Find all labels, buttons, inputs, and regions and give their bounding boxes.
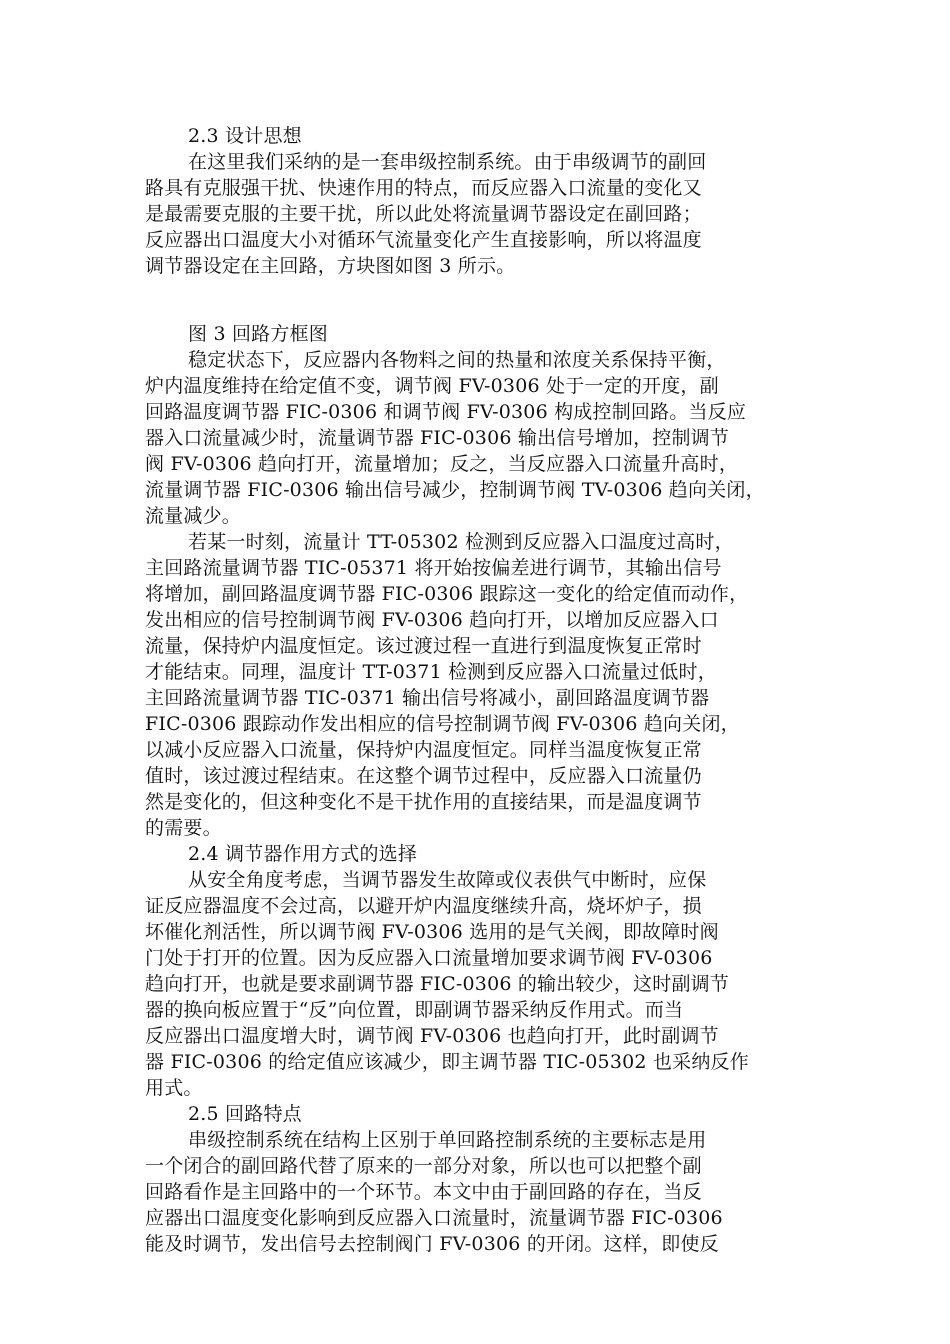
paragraph-line: 是最需要克服的主要干扰，所以此处将流量调节器设定在副回路； [145,203,702,225]
paragraph-line: 用式。 [145,1077,203,1099]
paragraph-line: 的需要。 [145,817,222,839]
paragraph-line: 路具有克服强干扰、快速作用的特点，而反应器入口流量的变化又 [145,177,702,199]
paragraph-line: 器 FIC-0306 的给定值应该减少，即主调节器 TIC-05302 也采纳反作 [145,1051,749,1073]
section-heading-2-3: 2.3 设计思想 [188,125,302,147]
figure-caption: 图 3 回路方框图 [188,323,328,345]
paragraph-line: 流量调节器 FIC-0306 输出信号减少，控制调节阀 TV-0306 趋向关闭， [145,479,765,501]
paragraph-line: 一个闭合的副回路代替了原来的一部分对象，所以也可以把整个副 [145,1155,702,1177]
paragraph-line: 然是变化的，但这种变化不是干扰作用的直接结果，而是温度调节 [145,791,702,813]
paragraph-line: 回路温度调节器 FIC-0306 和调节阀 FV-0306 构成控制回路。当反应 [145,401,747,423]
paragraph-line: 器的换向板应置于“反”向位置，即副调节器采纳反作用式。而当 [145,999,684,1021]
paragraph-line: 发出相应的信号控制调节阀 FV-0306 趋向打开，以增加反应器入口 [145,609,719,631]
paragraph-line: FIC-0306 跟踪动作发出相应的信号控制调节阀 FV-0306 趋向关闭， [145,713,740,735]
paragraph-line: 回路看作是主回路中的一个环节。本文中由于副回路的存在，当反 [145,1181,702,1203]
paragraph-line: 炉内温度维持在给定值不变，调节阀 FV-0306 处于一定的开度，副 [145,375,719,397]
paragraph-line: 稳定状态下，反应器内各物料之间的热量和浓度关系保持平衡， [188,349,726,371]
paragraph-line: 主回路流量调节器 TIC-05371 将开始按偏差进行调节，其输出信号 [145,557,722,579]
paragraph-line: 反应器出口温度大小对循环气流量变化产生直接影响，所以将温度 [145,229,702,251]
paragraph-line: 坏催化剂活性，所以调节阀 FV-0306 选用的是气关阀，即故障时阀 [145,921,719,943]
paragraph-line: 从安全角度考虑，当调节器发生故障或仪表供气中断时，应保 [188,869,707,891]
section-heading-2-4: 2.4 调节器作用方式的选择 [188,843,418,865]
paragraph-line: 以减小反应器入口流量，保持炉内温度恒定。同样当温度恢复正常 [145,739,702,761]
paragraph-line: 串级控制系统在结构上区别于单回路控制系统的主要标志是用 [188,1129,707,1151]
paragraph-line: 在这里我们采纳的是一套串级控制系统。由于串级调节的副回 [188,151,707,173]
paragraph-line: 证反应器温度不会过高，以避开炉内温度继续升高，烧坏炉子，损 [145,895,702,917]
paragraph-line: 调节器设定在主回路，方块图如图 3 所示。 [145,255,516,277]
paragraph-line: 流量，保持炉内温度恒定。该过渡过程一直进行到温度恢复正常时 [145,635,702,657]
paragraph-line: 能及时调节，发出信号去控制阀门 FV-0306 的开闭。这样，即使反 [145,1233,719,1255]
paragraph-line: 门处于打开的位置。因为反应器入口流量增加要求调节阀 FV-0306 [145,947,713,969]
paragraph-line: 阀 FV-0306 趋向打开，流量增加；反之，当反应器入口流量升高时， [145,453,739,475]
paragraph-line: 将增加，副回路温度调节器 FIC-0306 跟踪这一变化的给定值而动作， [145,583,749,605]
paragraph-line: 趋向打开，也就是要求副调节器 FIC-0306 的输出较少，这时副调节 [145,973,730,995]
paragraph-line: 器入口流量减少时，流量调节器 FIC-0306 输出信号增加，控制调节 [145,427,730,449]
section-heading-2-5: 2.5 回路特点 [188,1103,302,1125]
paragraph-line: 值时，该过渡过程结束。在这整个调节过程中，反应器入口流量仍 [145,765,702,787]
paragraph-line: 流量减少。 [145,505,242,527]
paragraph-line: 若某一时刻，流量计 TT-05302 检测到反应器入口温度过高时， [188,531,734,553]
paragraph-line: 才能结束。同理，温度计 TT-0371 检测到反应器入口流量过低时， [145,661,717,683]
paragraph-line: 反应器出口温度增大时，调节阀 FV-0306 也趋向打开，此时副调节 [145,1025,719,1047]
paragraph-line: 主回路流量调节器 TIC-0371 输出信号将减小，副回路温度调节器 [145,687,710,709]
paragraph-line: 应器出口温度变化影响到反应器入口流量时，流量调节器 FIC-0306 [145,1207,723,1229]
